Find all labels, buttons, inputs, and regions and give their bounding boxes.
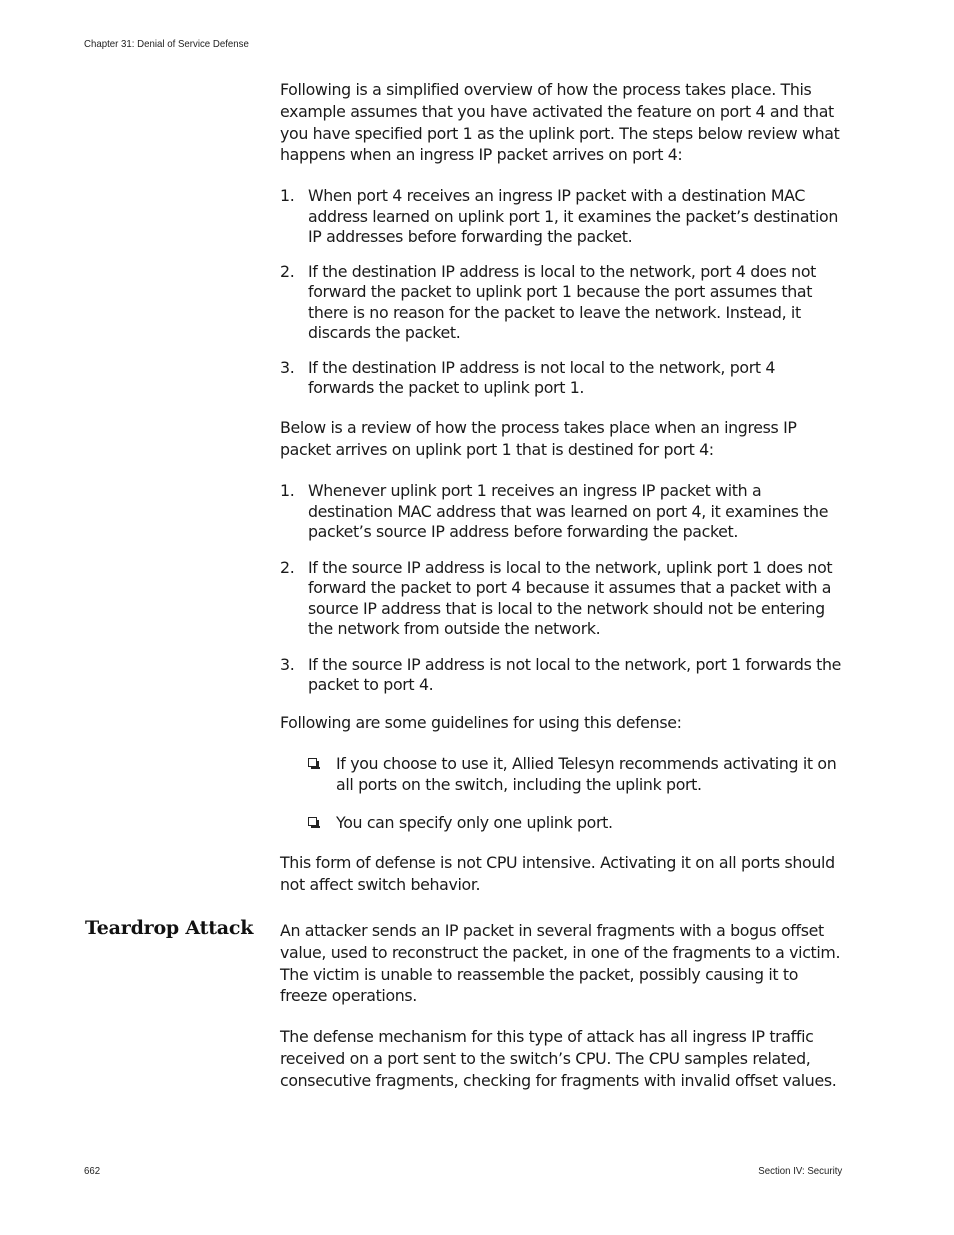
bullet-item: [280, 753, 842, 795]
list-item-text: If the source IP address is local to the network, uplink port 1 does not forward the packet to port 4 because it assumes that a packet with a source IP address that is local to the network should not be entering the network from outside the network.: [308, 557, 833, 638]
checkbox-bullet-icon: [308, 817, 317, 826]
list-item: [280, 262, 842, 344]
list-item-number: 1.: [280, 481, 295, 500]
teardrop-paragraph-2: The defense mechanism for this type of attack has all ingress IP traffic received on a port sent to the switch’s CPU. The CPU samples related, consecutive fragments, checking for fragments with invalid offset values.: [280, 1027, 837, 1090]
bullet-text: You can specify only one uplink port.: [336, 813, 613, 832]
list-item-text: If the destination IP address is local to the network, port 4 does not forward the packet to uplink port 1 because the port assumes that there is no reason for the packet to leave the network. Instead, it discards the packet.: [308, 261, 817, 342]
cpu-note-paragraph: This form of defense is not CPU intensive. Activating it on all ports should not affect switch behavior.: [280, 853, 835, 894]
intro-paragraph: Following is a simplified overview of how the process takes place. This example assumes that you have activated the feature on port 4 and that you have specified port 1 as the uplink port. The steps below review what happens when an ingress IP packet arrives on port 4:: [280, 80, 840, 165]
list-item: [280, 558, 842, 640]
list-item: [280, 481, 842, 543]
steps-list-b: [280, 481, 842, 696]
bullet-text: If you choose to use it, Allied Telesyn recommends activating it on all ports on the switch, including the uplink port.: [336, 754, 837, 794]
section-heading: Teardrop Attack: [85, 917, 254, 939]
list-item-text: Whenever uplink port 1 receives an ingress IP packet with a destination MAC address that was learned on port 4, it examines the packet’s source IP address before forwarding the packet.: [308, 481, 829, 541]
list-item-number: 2.: [280, 261, 295, 281]
list-item-number: 3.: [280, 654, 295, 674]
teardrop-paragraph-1: An attacker sends an IP packet in several fragments with a bogus offset value, used to reconstruct the packet, in one of the fragments to a victim. The victim is unable to reassemble the packet, possibly causing it to freeze operations.: [280, 921, 841, 1006]
running-header: Chapter 31: Denial of Service Defense: [84, 38, 249, 50]
section-footer: Section IV: Security: [758, 1165, 842, 1177]
list-item-text: If the source IP address is not local to the network, port 1 forwards the packet to port 4.: [308, 654, 842, 694]
list-item-text: If the destination IP address is not local to the network, port 4 forwards the packet to uplink port 1.: [308, 357, 776, 397]
page-number: 662: [84, 1165, 101, 1177]
list-item-text: When port 4 receives an ingress IP packet with a destination MAC address learned on uplink port 1, it examines the packet’s destination IP addresses before forwarding the packet.: [308, 186, 839, 246]
guidelines-intro: Following are some guidelines for using this defense:: [280, 713, 682, 732]
list-item-number: 3.: [280, 357, 295, 377]
list-item-number: 2.: [280, 557, 295, 577]
list-item-number: 1.: [280, 186, 295, 205]
list-item: [280, 358, 842, 399]
list-item: [280, 655, 842, 696]
checkbox-bullet-icon: [308, 758, 317, 767]
steps-list-a: [280, 186, 842, 399]
review-intro-paragraph: Below is a review of how the process takes place when an ingress IP packet arrives on uplink port 1 that is destined for port 4:: [280, 418, 797, 459]
guidelines-list: [280, 753, 842, 833]
bullet-item: [280, 812, 842, 833]
list-item: [280, 186, 842, 248]
